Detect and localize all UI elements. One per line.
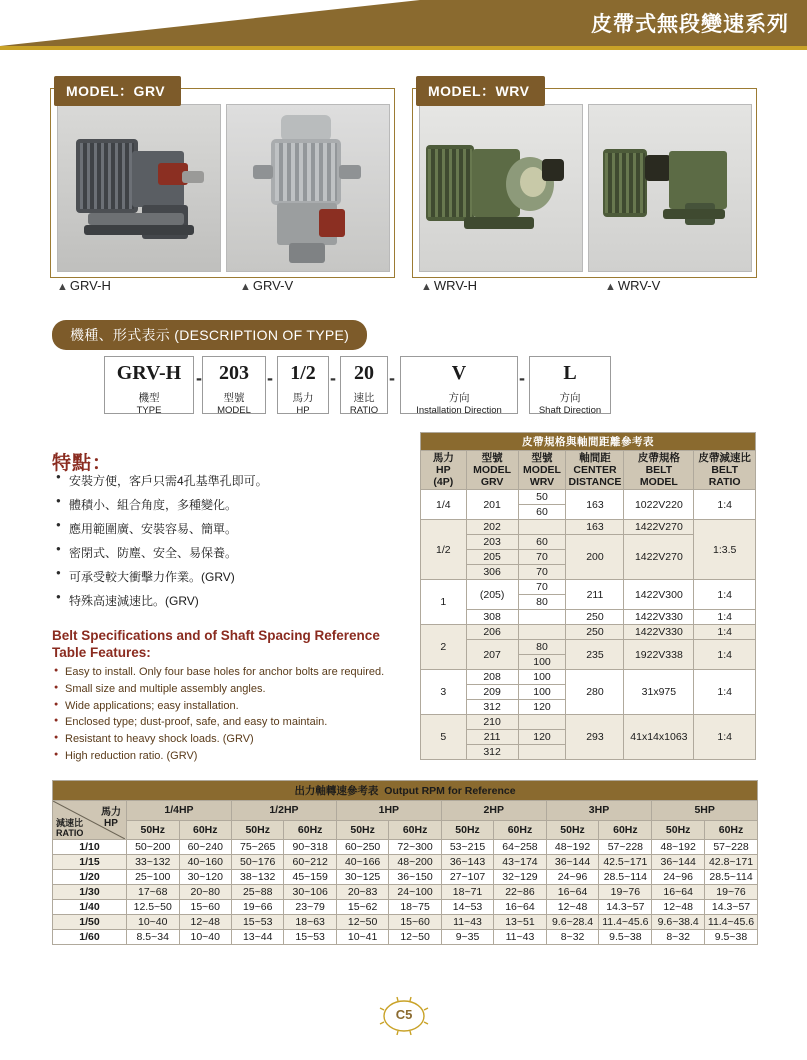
code-label-zh: 方向 [559, 392, 581, 404]
cell-rpm: 90~318 [284, 840, 336, 855]
cell-ratio: 1:3.5 [694, 520, 756, 580]
cell-rpm: 15~53 [284, 930, 336, 945]
cell-wrv: 80 [518, 595, 566, 610]
table-row [421, 610, 756, 625]
cell-rpm: 40~166 [336, 855, 388, 870]
caption-text: GRV-V [252, 278, 294, 293]
cell-rpm: 30~125 [336, 870, 388, 885]
list-item: ● 可承受較大衝擊力作業。(GRV) [56, 568, 396, 585]
code-label-en: HP [296, 405, 310, 416]
list-item: ● 安裝方便，客戶只需4孔基準孔即可。 [56, 472, 396, 489]
code-box-installation-direction [400, 356, 518, 414]
code-label-en: MODEL [217, 405, 251, 416]
code-value: GRV-H [116, 362, 182, 384]
cell-rpm: 23~79 [284, 900, 336, 915]
photo-wrv-h [419, 104, 583, 272]
code-label-zh: 型號 [223, 392, 245, 404]
cell-grv: 312 [466, 700, 518, 715]
cell-rpm: 9~35 [441, 930, 493, 945]
cell-rpm: 13~51 [494, 915, 546, 930]
cell-rpm: 42.5~171 [599, 855, 652, 870]
cell-grv: 207 [466, 640, 518, 670]
rpm-freq: 60Hz [494, 820, 546, 840]
cell-rpm: 10~41 [336, 930, 388, 945]
cell-hp: 2 [421, 625, 467, 670]
cell-rpm: 50~176 [231, 855, 283, 870]
table-row [421, 640, 756, 655]
cell-center: 280 [566, 670, 624, 715]
code-label-en: Installation Direction [416, 405, 502, 416]
belt-table-header-hp: 馬力 HP (4P) [421, 451, 467, 490]
cell-rpm: 14~53 [441, 900, 493, 915]
cell-rpm: 24~96 [546, 870, 599, 885]
cell-wrv: 100 [518, 655, 566, 670]
cell-wrv: 80 [518, 640, 566, 655]
cell-rpm: 60~212 [284, 855, 336, 870]
cell-belt: 1022V220 [624, 490, 694, 520]
cell-rpm: 12.5~50 [126, 900, 179, 915]
list-item: ● High reduction ratio. (GRV) [54, 750, 394, 764]
list-item: ● 特殊高速減速比。(GRV) [56, 592, 396, 609]
table-row [53, 840, 758, 855]
cell-rpm: 12~48 [546, 900, 599, 915]
cell-rpm: 20~83 [336, 885, 388, 900]
code-label-en: RATIO [349, 405, 379, 416]
cell-rpm: 20~80 [179, 885, 231, 900]
code-label-zh: 機型 [138, 392, 160, 404]
cell-ratio: 1/30 [53, 885, 127, 900]
table-row [53, 930, 758, 945]
cell-rpm: 28.5~114 [705, 870, 758, 885]
rpm-hp-group: 2HP [441, 801, 546, 821]
belt-table-header-center: 軸間距 CENTER DISTANCE [566, 451, 624, 490]
cell-ratio: 1/50 [53, 915, 127, 930]
cell-grv: 203 [466, 535, 518, 550]
list-item: ● Small size and multiple assembly angles. [54, 683, 394, 697]
cell-center: 293 [566, 715, 624, 760]
page-number: C5 [395, 1007, 413, 1022]
cell-wrv: 120 [518, 730, 566, 745]
cell-rpm: 8~32 [546, 930, 599, 945]
cell-rpm: 9.5~38 [599, 930, 652, 945]
cell-grv: 206 [466, 625, 518, 640]
cell-rpm: 36~150 [389, 870, 441, 885]
cell-grv: 308 [466, 610, 518, 625]
cell-rpm: 18~71 [441, 885, 493, 900]
cell-rpm: 64~258 [494, 840, 546, 855]
cell-rpm: 22~86 [494, 885, 546, 900]
cell-rpm: 25~88 [231, 885, 283, 900]
cell-rpm: 48~200 [389, 855, 441, 870]
list-item: ● Resistant to heavy shock loads. (GRV) [54, 733, 394, 747]
list-item: ● 應用範圍廣、安裝容易、簡單。 [56, 520, 396, 537]
cell-rpm: 19~76 [599, 885, 652, 900]
header-gold-rule [0, 46, 807, 50]
rpm-freq: 50Hz [652, 820, 705, 840]
cell-rpm: 8.5~34 [126, 930, 179, 945]
features-list-en [54, 666, 394, 767]
cell-rpm: 15~53 [231, 915, 283, 930]
list-item: ● 體積小、組合角度，多種變化。 [56, 496, 396, 513]
cell-rpm: 42.8~171 [705, 855, 758, 870]
table-row [421, 580, 756, 595]
cell-ratio: 1/10 [53, 840, 127, 855]
cell-belt: 41x14x1063 [624, 715, 694, 760]
cell-hp: 1/2 [421, 520, 467, 580]
cell-ratio: 1/40 [53, 900, 127, 915]
cell-wrv: 120 [518, 700, 566, 715]
output-rpm-table [52, 780, 758, 945]
cell-belt: 31x975 [624, 670, 694, 715]
cell-rpm: 12~50 [336, 915, 388, 930]
table-row [53, 855, 758, 870]
caption-text: WRV-V [617, 278, 661, 293]
cell-rpm: 10~40 [179, 930, 231, 945]
list-item: ● 密閉式、防塵、安全、易保養。 [56, 544, 396, 561]
rpm-freq: 60Hz [284, 820, 336, 840]
cell-rpm: 75~265 [231, 840, 283, 855]
cell-rpm: 15~62 [336, 900, 388, 915]
code-label-zh: 方向 [448, 392, 470, 404]
features-title-en: Belt Specifications and of Shaft Spacing Reference Table Features: [52, 628, 380, 660]
page-title: 皮帶式無段變速系列 [591, 12, 789, 36]
cell-ratio: 1:4 [694, 715, 756, 760]
code-label-en: Shaft Direction [538, 405, 602, 416]
belt-spec-table [420, 432, 756, 760]
cell-rpm: 40~160 [179, 855, 231, 870]
features-title-zh: 特點： [52, 453, 113, 474]
cell-ratio: 1:4 [694, 640, 756, 670]
triangle-marker-icon: ▲ [605, 281, 616, 293]
cell-rpm: 36~144 [652, 855, 705, 870]
code-label-zh: 速比 [353, 392, 375, 404]
cell-rpm: 12~48 [179, 915, 231, 930]
cell-ratio: 1:4 [694, 625, 756, 640]
rpm-hp-group: 1/4HP [126, 801, 231, 821]
caption-grv-h [57, 278, 111, 293]
cell-belt: 1922V338 [624, 640, 694, 670]
cell-ratio: 1/20 [53, 870, 127, 885]
rpm-freq: 50Hz [336, 820, 388, 840]
cell-rpm: 24~96 [652, 870, 705, 885]
code-value: 1/2 [290, 362, 316, 384]
rpm-freq: 50Hz [546, 820, 599, 840]
cell-rpm: 12~50 [389, 930, 441, 945]
page-footer [378, 996, 430, 1036]
header-white-wedge [0, 0, 420, 46]
cell-rpm: 12~48 [652, 900, 705, 915]
caption-text: GRV-H [69, 278, 111, 293]
cell-wrv: 70 [518, 580, 566, 595]
cell-rpm: 19~76 [705, 885, 758, 900]
cell-ratio: 1/15 [53, 855, 127, 870]
list-item: ● Easy to install. Only four base holes for anchor bolts are required. [54, 666, 394, 680]
caption-wrv-v [605, 278, 660, 293]
description-of-type-title: 機種、形式表示 (DESCRIPTION OF TYPE) [52, 320, 367, 350]
cell-rpm: 36~143 [441, 855, 493, 870]
belt-table-header-grv: 型號 MODEL GRV [466, 451, 518, 490]
rpm-freq: 60Hz [599, 820, 652, 840]
cell-hp: 3 [421, 670, 467, 715]
triangle-marker-icon: ▲ [240, 281, 251, 293]
page-header-banner [0, 0, 807, 46]
cell-rpm: 27~107 [441, 870, 493, 885]
code-label-en: TYPE [136, 405, 162, 416]
cell-rpm: 57~228 [705, 840, 758, 855]
cell-rpm: 48~192 [652, 840, 705, 855]
cell-rpm: 72~300 [389, 840, 441, 855]
cell-wrv: 100 [518, 670, 566, 685]
cell-rpm: 50~200 [126, 840, 179, 855]
rpm-hp-group: 1/2HP [231, 801, 336, 821]
cell-center: 235 [566, 640, 624, 670]
cell-wrv: 60 [518, 535, 566, 550]
cell-rpm: 18~63 [284, 915, 336, 930]
cell-rpm: 14.3~57 [705, 900, 758, 915]
table-row [53, 870, 758, 885]
cell-ratio: 1:4 [694, 490, 756, 520]
triangle-marker-icon: ▲ [421, 281, 432, 293]
code-label-zh: 馬力 [292, 392, 314, 404]
cell-rpm: 36~144 [546, 855, 599, 870]
table-row [421, 520, 756, 535]
cell-rpm: 57~228 [599, 840, 652, 855]
cell-hp: 5 [421, 715, 467, 760]
table-row [421, 625, 756, 640]
cell-wrv [518, 625, 566, 640]
rpm-freq: 60Hz [389, 820, 441, 840]
rpm-freq: 60Hz [179, 820, 231, 840]
cell-rpm: 9.6~38.4 [652, 915, 705, 930]
model-label-wrv: MODEL：WRV [416, 76, 545, 106]
code-value: L [563, 362, 577, 384]
cell-wrv: 70 [518, 565, 566, 580]
cell-rpm: 11~43 [494, 930, 546, 945]
belt-table-title: 皮帶規格與軸間距離參考表 [421, 433, 756, 451]
cell-rpm: 11~43 [441, 915, 493, 930]
caption-grv-v [240, 278, 293, 293]
cell-grv: (205) [466, 580, 518, 610]
code-separator: - [330, 368, 336, 388]
cell-rpm: 16~64 [652, 885, 705, 900]
cell-rpm: 10~40 [126, 915, 179, 930]
belt-table-header-wrv: 型號 MODEL WRV [518, 451, 566, 490]
rpm-freq: 60Hz [705, 820, 758, 840]
code-box-shaft-direction [529, 356, 611, 414]
code-box-model [202, 356, 266, 414]
cell-belt: 1422V270 [624, 535, 694, 580]
cell-wrv: 50 [518, 490, 566, 505]
code-value: 203 [219, 362, 249, 384]
features-list-zh [56, 472, 396, 616]
cell-wrv [518, 715, 566, 730]
cell-wrv [518, 745, 566, 760]
cell-rpm: 16~64 [494, 900, 546, 915]
corner-diagonal: 馬力 HP 減速比 RATIO [53, 801, 125, 839]
cell-rpm: 53~215 [441, 840, 493, 855]
cell-belt: 1422V330 [624, 625, 694, 640]
code-separator: - [267, 368, 273, 388]
photo-grv-h [57, 104, 221, 272]
photo-grv-v [226, 104, 390, 272]
cell-center: 250 [566, 610, 624, 625]
model-label-grv: MODEL：GRV [54, 76, 181, 106]
cell-wrv [518, 610, 566, 625]
cell-rpm: 11.4~45.6 [705, 915, 758, 930]
caption-wrv-h [421, 278, 477, 293]
cell-rpm: 25~100 [126, 870, 179, 885]
cell-grv: 209 [466, 685, 518, 700]
rpm-freq: 50Hz [126, 820, 179, 840]
cell-ratio: 1:4 [694, 670, 756, 715]
cell-rpm: 9.5~38 [705, 930, 758, 945]
cell-rpm: 45~159 [284, 870, 336, 885]
cell-rpm: 13~44 [231, 930, 283, 945]
code-separator: - [389, 368, 395, 388]
rpm-freq: 50Hz [441, 820, 493, 840]
cell-rpm: 43~174 [494, 855, 546, 870]
cell-ratio: 1/60 [53, 930, 127, 945]
cell-rpm: 48~192 [546, 840, 599, 855]
table-row [421, 490, 756, 505]
code-value: V [451, 362, 467, 384]
cell-rpm: 19~66 [231, 900, 283, 915]
triangle-marker-icon: ▲ [57, 281, 68, 293]
belt-table-header-belt-model: 皮帶規格 BELT MODEL [624, 451, 694, 490]
cell-grv: 201 [466, 490, 518, 520]
list-item: ● Enclosed type; dust-proof, safe, and easy to maintain. [54, 716, 394, 730]
cell-belt: 1422V270 [624, 520, 694, 535]
code-value: 20 [354, 362, 374, 384]
cell-wrv: 70 [518, 550, 566, 565]
rpm-hp-group: 3HP [546, 801, 652, 821]
photo-wrv-v [588, 104, 752, 272]
cell-rpm: 14.3~57 [599, 900, 652, 915]
table-row [53, 915, 758, 930]
cell-hp: 1 [421, 580, 467, 625]
cell-grv: 312 [466, 745, 518, 760]
rpm-hp-group: 1HP [336, 801, 441, 821]
code-separator: - [196, 368, 202, 388]
rpm-hp-group: 5HP [652, 801, 758, 821]
cell-hp: 1/4 [421, 490, 467, 520]
cell-rpm: 33~132 [126, 855, 179, 870]
cell-center: 163 [566, 490, 624, 520]
cell-rpm: 60~250 [336, 840, 388, 855]
code-box-type [104, 356, 194, 414]
cell-rpm: 16~64 [546, 885, 599, 900]
cell-center: 250 [566, 625, 624, 640]
cell-ratio: 1:4 [694, 580, 756, 610]
table-row [421, 670, 756, 685]
cell-rpm: 32~129 [494, 870, 546, 885]
table-row [53, 900, 758, 915]
cell-belt: 1422V300 [624, 580, 694, 610]
cell-grv: 205 [466, 550, 518, 565]
cell-rpm: 38~132 [231, 870, 283, 885]
code-box-hp [277, 356, 329, 414]
cell-rpm: 9.6~28.4 [546, 915, 599, 930]
rpm-table-title: 出力軸轉速參考表 Output RPM for Reference [53, 781, 758, 801]
cell-wrv: 100 [518, 685, 566, 700]
rpm-corner-cell [53, 801, 127, 840]
cell-rpm: 15~60 [179, 900, 231, 915]
cell-center: 200 [566, 535, 624, 580]
belt-table-header-belt-ratio: 皮帶減速比 BELT RATIO [694, 451, 756, 490]
cell-belt: 1422V330 [624, 610, 694, 625]
cell-center: 211 [566, 580, 624, 610]
table-row [421, 715, 756, 730]
cell-rpm: 30~106 [284, 885, 336, 900]
table-row [53, 885, 758, 900]
code-separator: - [519, 368, 525, 388]
caption-text: WRV-H [433, 278, 477, 293]
code-box-ratio [340, 356, 388, 414]
cell-grv: 202 [466, 520, 518, 535]
cell-wrv: 60 [518, 505, 566, 520]
cell-grv: 211 [466, 730, 518, 745]
cell-grv: 208 [466, 670, 518, 685]
cell-rpm: 11.4~45.6 [599, 915, 652, 930]
cell-grv: 210 [466, 715, 518, 730]
cell-rpm: 30~120 [179, 870, 231, 885]
cell-rpm: 28.5~114 [599, 870, 652, 885]
cell-rpm: 60~240 [179, 840, 231, 855]
cell-rpm: 8~32 [652, 930, 705, 945]
cell-grv: 306 [466, 565, 518, 580]
cell-rpm: 17~68 [126, 885, 179, 900]
list-item: ● Wide applications; easy installation. [54, 700, 394, 714]
cell-center: 163 [566, 520, 624, 535]
rpm-freq: 50Hz [231, 820, 283, 840]
cell-rpm: 24~100 [389, 885, 441, 900]
cell-wrv [518, 520, 566, 535]
cell-rpm: 15~60 [389, 915, 441, 930]
cell-ratio: 1:4 [694, 610, 756, 625]
cell-rpm: 18~75 [389, 900, 441, 915]
